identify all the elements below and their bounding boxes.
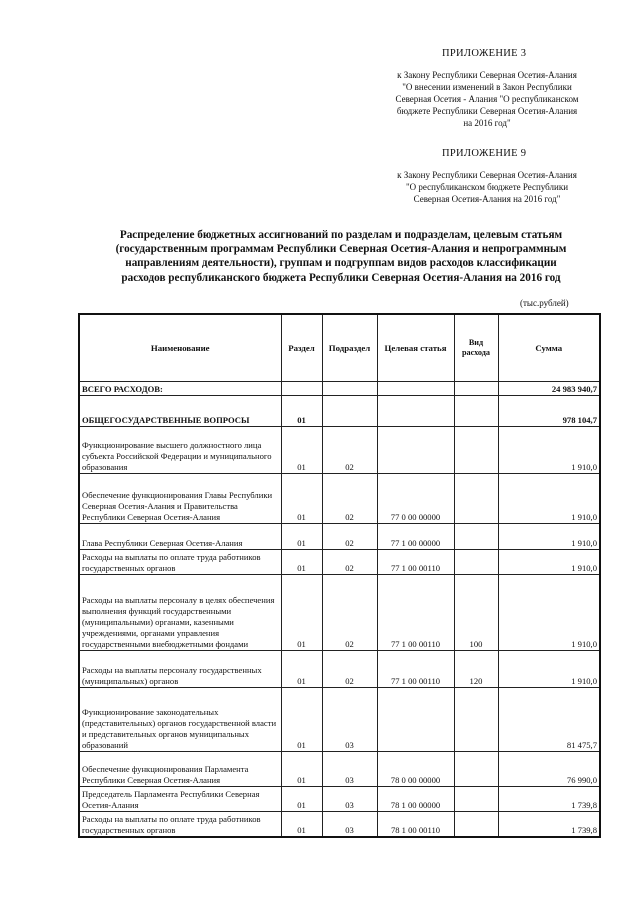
table-row bbox=[79, 396, 600, 427]
row-subsection: 03 bbox=[322, 688, 377, 752]
row-subsection: 03 bbox=[322, 812, 377, 837]
appendix3-title: ПРИЛОЖЕНИЕ 3 bbox=[442, 48, 527, 59]
row-name: Глава Республики Северная Осетия-Алания bbox=[79, 524, 281, 550]
row-section: 01 bbox=[281, 474, 322, 524]
row-subsection: 02 bbox=[322, 474, 377, 524]
row-name: Расходы на выплаты персоналу государственных (муниципальных) органов bbox=[79, 651, 281, 688]
row-section: 01 bbox=[281, 688, 322, 752]
row-type: 100 bbox=[454, 575, 498, 651]
row-name: Расходы на выплаты по оплате труда работников государственных органов bbox=[79, 550, 281, 575]
table-row bbox=[79, 651, 600, 688]
row-sum: 1 910,0 bbox=[498, 427, 600, 474]
row-name: ВСЕГО РАСХОДОВ: bbox=[79, 382, 281, 396]
row-section: 01 bbox=[281, 752, 322, 787]
row-type bbox=[454, 752, 498, 787]
row-section: 01 bbox=[281, 396, 322, 427]
row-sum: 1 910,0 bbox=[498, 575, 600, 651]
row-type bbox=[454, 787, 498, 812]
row-target: 78 1 00 00110 bbox=[377, 812, 454, 837]
row-subsection: 02 bbox=[322, 427, 377, 474]
row-target: 77 1 00 00000 bbox=[377, 524, 454, 550]
row-subsection bbox=[322, 382, 377, 396]
row-name: Расходы на выплаты по оплате труда работников государственных органов bbox=[79, 812, 281, 837]
row-subsection: 03 bbox=[322, 787, 377, 812]
row-type bbox=[454, 474, 498, 524]
row-subsection: 02 bbox=[322, 524, 377, 550]
table-row bbox=[79, 427, 600, 474]
row-name: Функционирование высшего должностного лица субъекта Российской Федерации и муниципального образования bbox=[79, 427, 281, 474]
appendix3-text: к Закону Республики Северная Осетия-Алания "О внесении изменений в Закон Республики Северная Осетия - Алания "О республиканском бюджете Республики Северная Осетия-Алания на 2016 год" bbox=[395, 70, 579, 128]
row-sum: 1 910,0 bbox=[498, 550, 600, 575]
row-section: 01 bbox=[281, 812, 322, 837]
row-target bbox=[377, 427, 454, 474]
row-subsection: 02 bbox=[322, 575, 377, 651]
row-name: Председатель Парламента Республики Северная Осетия-Алания bbox=[79, 787, 281, 812]
row-sum: 81 475,7 bbox=[498, 688, 600, 752]
row-sum: 1 739,8 bbox=[498, 812, 600, 837]
row-sum: 978 104,7 bbox=[498, 396, 600, 427]
row-section: 01 bbox=[281, 575, 322, 651]
document-title: Распределение бюджетных ассигнований по разделам и подразделам, целевым статьям (государственным программам Республики Северная Осетия-Алания и непрограммным направлениям деятельности), группам и подгруппам видов расходов классификации расходов республиканского бюджета Республики Северная Осетия-Алания на 2016 год bbox=[115, 229, 567, 284]
row-target: 77 0 00 00000 bbox=[377, 474, 454, 524]
col-header-type: Вид расхода bbox=[454, 314, 498, 382]
row-target: 77 1 00 00110 bbox=[377, 550, 454, 575]
row-sum: 1 910,0 bbox=[498, 474, 600, 524]
row-sum: 24 983 940,7 bbox=[498, 382, 600, 396]
row-subsection: 02 bbox=[322, 550, 377, 575]
table-row bbox=[79, 688, 600, 752]
row-section: 01 bbox=[281, 787, 322, 812]
row-sum: 1 739,8 bbox=[498, 787, 600, 812]
row-section bbox=[281, 382, 322, 396]
col-header-target: Целевая статья bbox=[377, 314, 454, 382]
appendix9-text: к Закону Республики Северная Осетия-Алания "О республиканском бюджете Республики Северная Осетия-Алания на 2016 год" bbox=[397, 170, 577, 204]
row-name: Функционирование законодательных (представительных) органов государственной власти и представительных органов муниципальных образований bbox=[79, 688, 281, 752]
row-target: 78 1 00 00000 bbox=[377, 787, 454, 812]
row-name: ОБЩЕГОСУДАРСТВЕННЫЕ ВОПРОСЫ bbox=[79, 396, 281, 427]
row-subsection: 03 bbox=[322, 752, 377, 787]
row-type bbox=[454, 688, 498, 752]
row-sum: 1 910,0 bbox=[498, 524, 600, 550]
table-header-row bbox=[79, 314, 600, 382]
col-header-name: Наименование bbox=[79, 314, 281, 382]
table-row bbox=[79, 812, 600, 837]
row-type bbox=[454, 382, 498, 396]
table-row bbox=[79, 787, 600, 812]
row-subsection bbox=[322, 396, 377, 427]
row-subsection: 02 bbox=[322, 651, 377, 688]
row-target bbox=[377, 382, 454, 396]
col-header-sum: Сумма bbox=[498, 314, 600, 382]
row-target: 77 1 00 00110 bbox=[377, 651, 454, 688]
row-name: Расходы на выплаты персоналу в целях обеспечения выполнения функций государственными (муниципальными) органами, казенными учреждениями, органами управления государственными внебюджетными фондами bbox=[79, 575, 281, 651]
row-type bbox=[454, 524, 498, 550]
row-name: Обеспечение функционирования Главы Республики Северная Осетия-Алания и Правительства Республики Северная Осетия-Алания bbox=[79, 474, 281, 524]
table-row bbox=[79, 474, 600, 524]
row-section: 01 bbox=[281, 524, 322, 550]
row-type bbox=[454, 396, 498, 427]
col-header-subsection: Подраздел bbox=[322, 314, 377, 382]
table-row bbox=[79, 382, 600, 396]
row-sum: 76 990,0 bbox=[498, 752, 600, 787]
row-type bbox=[454, 550, 498, 575]
row-target: 78 0 00 00000 bbox=[377, 752, 454, 787]
row-section: 01 bbox=[281, 550, 322, 575]
table-row bbox=[79, 550, 600, 575]
table-row bbox=[79, 575, 600, 651]
row-sum: 1 910,0 bbox=[498, 651, 600, 688]
row-target bbox=[377, 688, 454, 752]
units-label: (тыс.рублей) bbox=[520, 298, 569, 308]
row-type bbox=[454, 427, 498, 474]
budget-table bbox=[78, 313, 601, 838]
row-type: 120 bbox=[454, 651, 498, 688]
appendix9-title: ПРИЛОЖЕНИЕ 9 bbox=[442, 148, 527, 159]
row-section: 01 bbox=[281, 651, 322, 688]
row-section: 01 bbox=[281, 427, 322, 474]
row-name: Обеспечение функционирования Парламента Республики Северная Осетия-Алания bbox=[79, 752, 281, 787]
table-row bbox=[79, 752, 600, 787]
col-header-section: Раздел bbox=[281, 314, 322, 382]
row-target bbox=[377, 396, 454, 427]
row-target: 77 1 00 00110 bbox=[377, 575, 454, 651]
row-type bbox=[454, 812, 498, 837]
table-row bbox=[79, 524, 600, 550]
